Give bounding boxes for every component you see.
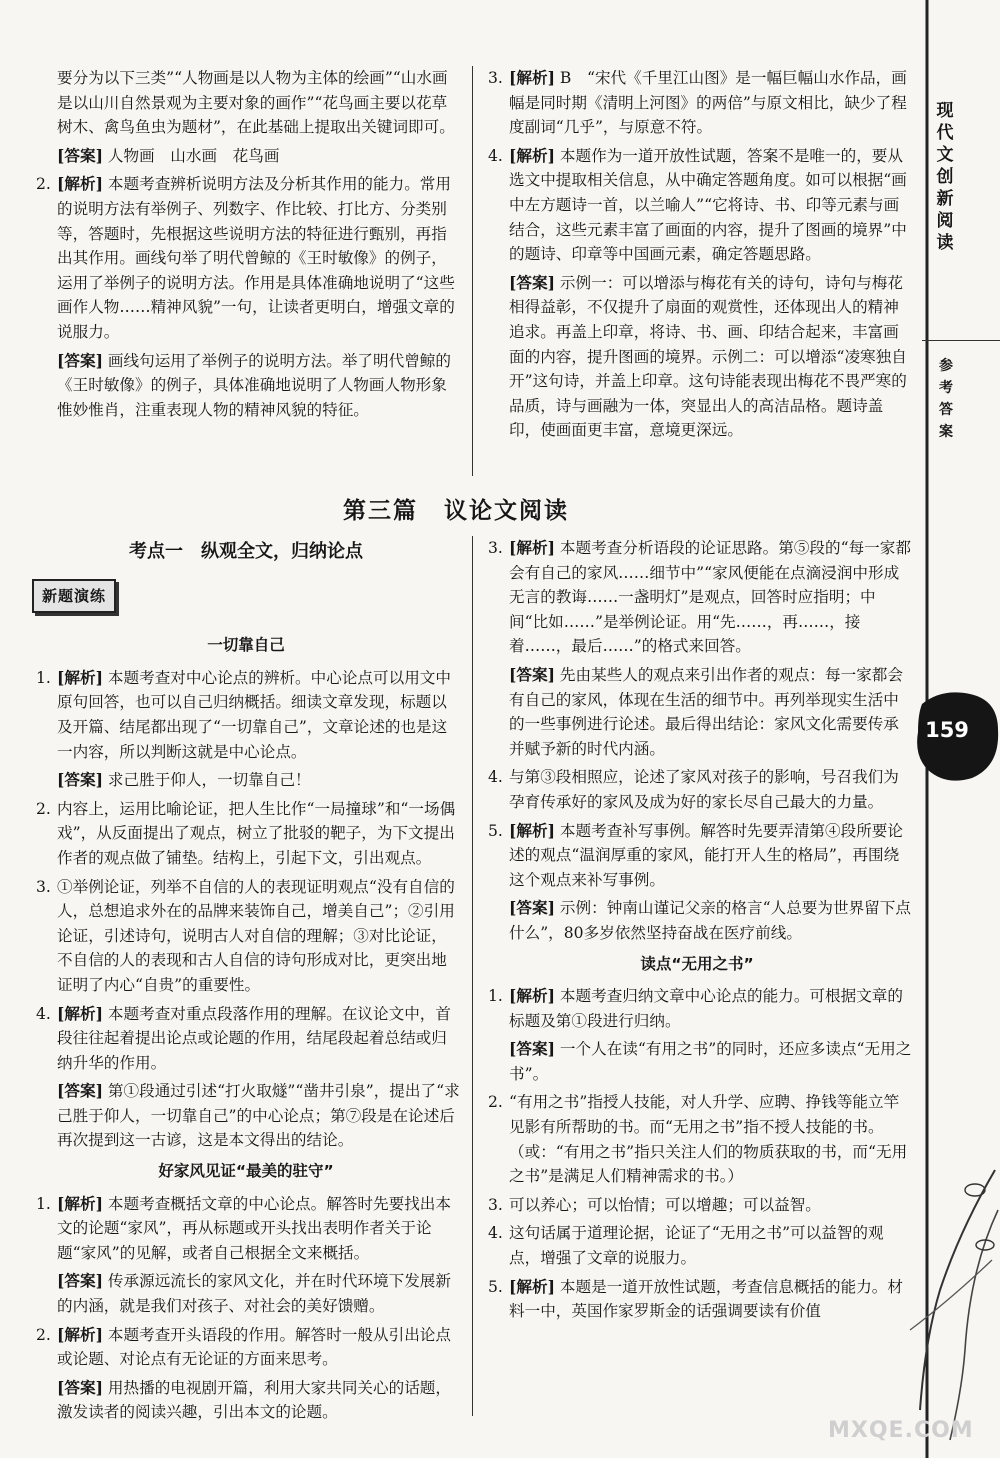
bottom-left-column [30,536,462,1429]
answer-text: 人物画 山水画 花鸟画 [107,146,280,165]
answer-text: 与第③段相照应，论述了家风对孩子的影响，号召我们为孕育传承好的家风及成为好的家长尽自己最大的力量。 [509,768,899,811]
analysis-tag: [解析] [509,820,555,840]
answer-tag: [答案] [57,1081,103,1101]
question-number: 2. [488,1093,503,1112]
analysis-text: 本题考查开头语段的作用。解答时一般从引出论点或论题、对论点有无论证的方面来思考。 [57,1325,451,1369]
analysis-text: 本题考查对中心论点的辨析。中心论点可以用文中原句回答，也可以自己归纳概括。细读文章发现，标题以及开篇、结尾都出现了“一切靠自己”，文章论述的也是这一内容，所以判断这就是中心论点。 [57,668,451,761]
question-number: 4. [488,146,503,165]
analysis-text: B “宋代《千里江山图》是一幅巨幅山水作品，画幅是同时期《清明上河图》的两倍”与原文相比，缺少了程度副词“几乎”，与原意不符。 [509,69,907,137]
answer-line [482,271,912,443]
answer-text: 示例：钟南山谨记父亲的格言“人总要为世界留下点什么”，80多岁依然坚持奋战在医疗前线。 [509,899,911,942]
paragraph: 要分为以下三类”“人物画是以人物为主体的绘画”“山水画是以山川自然景观为主要对象的画作”“花鸟画主要以花草树木、禽鸟鱼虫为题材”，在此基础上提取出关键词即可。 [57,69,455,137]
answer-line [30,1269,462,1318]
article-title: 好家风见证“最美的驻守” [158,1162,334,1181]
question-number: 1. [36,1194,51,1213]
analysis-text: 本题考查对重点段落作用的理解。在议论文中，首段往往起着提出论点或论题的作用，结尾段起着总结或归纳升华的作用。 [57,1004,451,1072]
column-divider-top [472,66,473,476]
answer-text: 一个人在读“有用之书”的同时，还应多读点“无用之书”。 [509,1040,912,1083]
analysis-tag: [解析] [57,1003,103,1023]
answer-text: “有用之书”指授人技能，对人升学、应聘、挣钱等能立竿见影有所帮助的书。而“无用之书”指不授人技能的书。（或：“有用之书”指只关注人们的物质获取的书，而“无用之书”是满足人们精神需求的书。） [509,1093,908,1186]
answer-line [30,144,462,169]
question-item [482,765,912,814]
watermark: MXQE.COM [828,1418,974,1443]
bottom-right-column [482,536,912,1328]
question-number: 3. [488,69,503,87]
part-title [0,492,912,525]
answer-tag: [答案] [509,898,555,918]
question-item [482,1193,912,1218]
answer-text: 第①段通过引述“打火取燧”“凿井引泉”，提出了“求己胜于仰人，一切靠自己”的中心论点；第⑦段是在论述后再次提到这一古谚，这是本文得出的结论。 [57,1082,460,1150]
question-item [482,536,912,659]
question-number: 3. [488,539,503,557]
top-right-column [482,66,912,447]
analysis-tag: [解析] [509,145,555,165]
answer-tag: [答案] [57,350,103,370]
answer-tag: [答案] [509,1039,555,1059]
answer-tag: [答案] [57,1377,103,1397]
analysis-text: 本题是一道开放性试题，考查信息概括的能力。材料一中，英国作家罗斯金的话强调要读有价值 [509,1277,903,1321]
question-item [482,144,912,267]
answer-line [30,768,462,793]
analysis-tag: [解析] [509,986,555,1006]
analysis-text: 本题考查辨析说明方法及分析其作用的能力。常用的说明方法有举例子、列数字、作比较、打比方、分类别等，答题时，先根据这些说明方法的特征进行甄别，再指出其作用。画线句举了明代曾鲸的《王时敏像》的例子，运用了举例子的说明方法。作用是具体准确地说明了“这些画作人物……精神风貌”一句，让读者更明白，增强文章的说服力。 [57,175,455,341]
series-title: 现代文创新阅读 [936,101,954,253]
top-left-column [30,66,462,426]
question-item [30,666,462,764]
analysis-text: 本题考查归纳文章中心论点的能力。可根据文章的标题及第①段进行归纳。 [509,987,903,1030]
analysis-text: 本题考查补写事例。解答时先要弄清第④段所要论述的观点“温润厚重的家风，能打开人生的格局”，再围绕这个观点来补写事例。 [509,821,903,889]
question-item [482,1275,912,1324]
question-item [30,797,462,871]
answer-text: 先由某些人的观点来引出作者的观点：每一家都会有自己的家风，体现在生活的细节中。再列举现实生活中的一些事例进行论述。最后得出结论：家风文化需要传承并赋予新的时代内涵。 [509,665,903,758]
answer-tag: [答案] [57,145,103,165]
page-number: 159 [925,718,969,742]
answer-text: 传承源远流长的家风文化，并在时代环境下发展新的内涵，就是我们对孩子、对社会的美好馈赠。 [57,1272,451,1316]
answer-tag: [答案] [57,1271,103,1291]
question-item [482,1221,912,1270]
answer-line [30,349,462,423]
exam-point-title: 考点一 纵观全文，归纳论点 [129,541,363,562]
answer-text: 用热播的电视剧开篇，利用大家共同关心的话题，激发读者的阅读兴趣，引出本文的论题。 [57,1378,451,1422]
article-title: 读点“无用之书” [640,954,754,973]
part-name: 议论文阅读 [444,498,569,524]
question-number: 2. [36,799,51,818]
question-number: 4. [488,1224,503,1243]
question-item [30,1192,462,1266]
question-number: 2. [36,1325,51,1344]
question-number: 4. [36,1004,51,1023]
question-item [482,1090,912,1188]
analysis-tag: [解析] [57,1193,103,1213]
question-number: 3. [36,877,51,896]
analysis-text: 本题考查分析语段的论证思路。第⑤段的“每一家都会有自己的家风……细节中”“家风便能在点滴浸润中形成无言的教诲……一盏明灯”是观点，回答时应指明；中间“比如……”是举例论证。用“先……，再……，接着……，最后……”的格式来回答。 [509,539,911,656]
question-item [482,66,912,140]
question-number: 2. [36,175,51,194]
practice-badge: 新题演练 [32,579,116,614]
question-number: 3. [488,1195,503,1214]
answer-line [482,896,912,945]
analysis-tag: [解析] [57,667,103,687]
question-number: 4. [488,768,503,787]
answer-text: 可以养心；可以怡情；可以增趣；可以益智。 [509,1195,821,1214]
answer-line [482,663,912,761]
analysis-text: 本题考查概括文章的中心论点。解答时先要找出本文的论题“家风”，再从标题或开头找出表明作者关于论题“家风”的见解，或者自己根据全文来概括。 [57,1194,451,1262]
answer-tag: [答案] [57,770,103,790]
answer-text: ①举例论证，列举不自信的人的表现证明观点“没有自信的人，总想追求外在的品牌来装饰自己，增美自己”；②引用论证，引述诗句，说明古人对自信的理解；③对比论证，不自信的人的表现和古人自信的诗句形成对比，更突出地证明了内心“自贵”的重要性。 [57,877,455,994]
answer-tag: [答案] [509,664,555,684]
answer-text: 求己胜于仰人，一切靠自己！ [107,771,311,790]
analysis-tag: [解析] [509,68,555,87]
answer-line [30,1079,462,1153]
section-label: 参考答案 [939,358,953,440]
question-item [30,172,462,344]
answer-tag: [答案] [509,272,555,292]
question-number: 5. [488,1277,503,1296]
answer-line [482,1037,912,1086]
article-title: 一切靠自己 [207,636,285,655]
analysis-tag: [解析] [57,174,103,194]
answer-text: 这句话属于道理论据，论证了“无用之书”可以益智的观点，增强了文章的说服力。 [509,1224,884,1268]
analysis-tag: [解析] [509,538,555,557]
question-item [30,875,462,998]
answer-text: 示例一：可以增添与梅花有关的诗句，诗句与梅花相得益彰，不仅提升了扇面的观赏性，还体现出人的精神追求。再盖上印章，将诗、书、画、印结合起来，丰富画面的内容，提升图画的境界。示例二：可以增添“凌寒独自开”这句诗，并盖上印章。这句诗能表现出梅花不畏严寒的品质，诗与画融为一体，突显出人的高洁品格。题诗盖印，使画面更丰富，意境更深远。 [509,273,907,440]
answer-text: 画线句运用了举例子的说明方法。举了明代曾鲸的《王时敏像》的例子，具体准确地说明了人物画人物形象惟妙惟肖，注重表现人物的精神风貌的特征。 [57,351,451,419]
question-number: 1. [488,987,503,1006]
analysis-text: 本题作为一道开放性试题，答案不是唯一的，要从选文中提取相关信息，从中确定答题角度。如可以根据“画中左方题诗一首，以兰喻人”“它将诗、书、印等元素与画结合，这些元素丰富了画面的内容，提升了图画的境界”中的题诗、印章等中国画元素，确定答题思路。 [509,146,907,264]
analysis-tag: [解析] [57,1324,103,1344]
question-item [30,1323,462,1372]
answer-text: 内容上，运用比喻论证，把人生比作“一局撞球”和“一场偶戏”，从反面提出了观点，树立了批驳的靶子，为下文提出作者的观点做了铺垫。结构上，引起下文，引出观点。 [57,799,456,867]
question-item [482,819,912,893]
question-item [482,984,912,1033]
question-number: 5. [488,821,503,840]
analysis-tag: [解析] [509,1276,555,1296]
question-item [30,1002,462,1076]
part-number: 第三篇 [343,498,418,524]
question-number: 1. [36,668,51,687]
column-divider-bottom [472,536,473,1416]
answer-line [30,1376,462,1425]
margin-divider [922,340,1000,341]
